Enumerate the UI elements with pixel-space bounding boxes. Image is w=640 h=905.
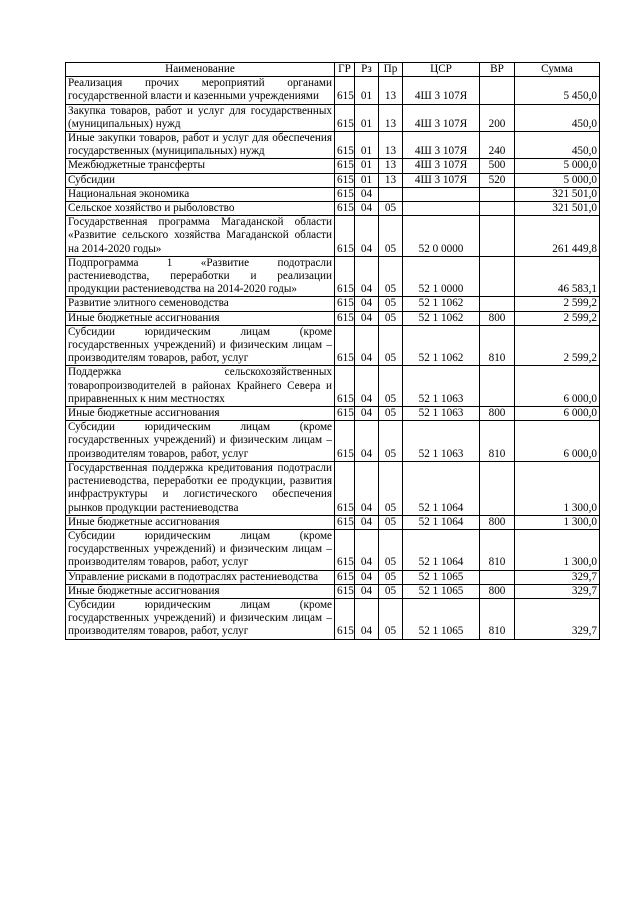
cell-name: Закупка товаров, работ и услуг для государственных (муниципальных) нужд [66,104,335,131]
cell-pr: 13 [379,132,403,159]
cell-vr [480,297,515,311]
cell-csr: 4Ш 3 107Я [403,104,480,131]
cell-sum: 329,7 [515,598,600,639]
cell-sum: 321 501,0 [515,187,600,201]
cell-gr: 615 [335,311,355,325]
cell-gr: 615 [335,297,355,311]
cell-sum: 2 599,2 [515,297,600,311]
table-body [66,77,600,639]
cell-sum: 329,7 [515,584,600,598]
cell-gr: 615 [335,515,355,529]
cell-rz: 01 [355,132,379,159]
table-row [66,529,600,570]
cell-sum: 2 599,2 [515,311,600,325]
table-row [66,515,600,529]
cell-gr: 615 [335,421,355,462]
cell-csr: 52 1 1063 [403,407,480,421]
table-row [66,570,600,584]
cell-pr: 05 [379,256,403,297]
cell-gr: 615 [335,77,355,104]
header-csr: ЦСР [403,63,480,77]
table-row [66,173,600,187]
cell-gr: 615 [335,407,355,421]
cell-name: Развитие элитного семеноводства [66,297,335,311]
cell-vr: 810 [480,529,515,570]
cell-pr: 05 [379,202,403,216]
cell-csr: 52 1 1065 [403,570,480,584]
cell-vr [480,570,515,584]
cell-pr: 13 [379,77,403,104]
cell-pr: 13 [379,159,403,173]
cell-rz: 04 [355,584,379,598]
cell-rz: 04 [355,366,379,407]
cell-rz: 04 [355,461,379,515]
cell-pr: 05 [379,598,403,639]
table-row [66,366,600,407]
cell-csr: 4Ш 3 107Я [403,173,480,187]
cell-name: Субсидии юридическим лицам (кроме государственных учреждений) и физическим лицам – производителям товаров, работ, услуг [66,421,335,462]
header-sum: Сумма [515,63,600,77]
cell-sum: 2 599,2 [515,325,600,366]
budget-table [65,62,600,640]
cell-pr: 05 [379,311,403,325]
cell-vr: 200 [480,104,515,131]
cell-pr: 05 [379,570,403,584]
cell-rz: 01 [355,77,379,104]
cell-csr: 52 1 1062 [403,297,480,311]
table-row [66,132,600,159]
cell-name: Субсидии [66,173,335,187]
cell-vr: 800 [480,407,515,421]
cell-gr: 615 [335,256,355,297]
cell-csr: 4Ш 3 107Я [403,77,480,104]
cell-vr: 240 [480,132,515,159]
cell-rz: 01 [355,104,379,131]
cell-name: Субсидии юридическим лицам (кроме государственных учреждений) и физическим лицам – производителям товаров, работ, услуг [66,529,335,570]
cell-vr: 800 [480,515,515,529]
cell-name: Иные бюджетные ассигнования [66,515,335,529]
table-row [66,461,600,515]
cell-rz: 04 [355,325,379,366]
cell-name: Сельское хозяйство и рыболовство [66,202,335,216]
cell-sum: 6 000,0 [515,407,600,421]
table-row [66,325,600,366]
table-row [66,104,600,131]
cell-name: Поддержка сельскохозяйственных товаропроизводителей в районах Крайнего Севера и приравненных к ним местностях [66,366,335,407]
cell-csr: 52 1 1065 [403,598,480,639]
cell-csr: 52 1 1064 [403,515,480,529]
cell-sum: 450,0 [515,104,600,131]
table-row [66,598,600,639]
table-row [66,256,600,297]
cell-gr: 615 [335,366,355,407]
table-row [66,159,600,173]
cell-vr [480,256,515,297]
cell-rz: 04 [355,529,379,570]
cell-gr: 615 [335,570,355,584]
cell-sum: 321 501,0 [515,202,600,216]
cell-csr: 52 1 1063 [403,421,480,462]
cell-pr: 13 [379,173,403,187]
cell-rz: 04 [355,515,379,529]
cell-pr: 05 [379,325,403,366]
cell-pr: 05 [379,461,403,515]
cell-rz: 04 [355,311,379,325]
table-row [66,202,600,216]
cell-gr: 615 [335,187,355,201]
table-row [66,407,600,421]
table-row [66,216,600,257]
cell-vr [480,187,515,201]
cell-rz: 04 [355,297,379,311]
cell-pr: 05 [379,366,403,407]
cell-sum: 46 583,1 [515,256,600,297]
cell-gr: 615 [335,598,355,639]
cell-vr [480,461,515,515]
cell-vr: 500 [480,159,515,173]
cell-gr: 615 [335,202,355,216]
cell-gr: 615 [335,216,355,257]
cell-csr: 52 1 1062 [403,325,480,366]
cell-vr: 800 [480,311,515,325]
cell-csr: 52 1 1063 [403,366,480,407]
cell-csr [403,187,480,201]
cell-pr: 05 [379,584,403,598]
cell-vr: 810 [480,598,515,639]
header-rz: Рз [355,63,379,77]
cell-csr: 4Ш 3 107Я [403,159,480,173]
cell-name: Субсидии юридическим лицам (кроме государственных учреждений) и физическим лицам – производителям товаров, работ, услуг [66,598,335,639]
cell-csr: 52 0 0000 [403,216,480,257]
cell-rz: 04 [355,256,379,297]
cell-sum: 450,0 [515,132,600,159]
cell-vr [480,366,515,407]
cell-csr: 52 1 1065 [403,584,480,598]
cell-vr: 810 [480,325,515,366]
cell-sum: 1 300,0 [515,529,600,570]
cell-csr: 52 1 1064 [403,529,480,570]
cell-name: Иные бюджетные ассигнования [66,311,335,325]
cell-gr: 615 [335,159,355,173]
cell-pr: 05 [379,297,403,311]
cell-gr: 615 [335,584,355,598]
cell-vr: 520 [480,173,515,187]
cell-vr: 800 [480,584,515,598]
cell-vr [480,77,515,104]
cell-name: Национальная экономика [66,187,335,201]
cell-gr: 615 [335,173,355,187]
cell-gr: 615 [335,104,355,131]
cell-gr: 615 [335,132,355,159]
document-page [65,62,599,640]
cell-vr: 810 [480,421,515,462]
table-row [66,187,600,201]
cell-name: Государственная поддержка кредитования подотрасли растениеводства, переработки ее продукции, развития инфраструктуры и логистического обеспечения рынков продукции растениеводства [66,461,335,515]
table-row [66,421,600,462]
cell-sum: 5 000,0 [515,173,600,187]
cell-rz: 04 [355,407,379,421]
cell-rz: 04 [355,187,379,201]
cell-gr: 615 [335,461,355,515]
cell-name: Подпрограмма 1 «Развитие подотрасли растениеводства, переработки и реализации продукции растениеводства на 2014-2020 годы» [66,256,335,297]
header-pr: Пр [379,63,403,77]
cell-gr: 615 [335,529,355,570]
cell-name: Иные закупки товаров, работ и услуг для обеспечения государственных (муниципальных) нужд [66,132,335,159]
cell-csr: 52 1 0000 [403,256,480,297]
table-row [66,584,600,598]
cell-sum: 6 000,0 [515,421,600,462]
cell-sum: 5 450,0 [515,77,600,104]
cell-rz: 04 [355,216,379,257]
cell-name: Субсидии юридическим лицам (кроме государственных учреждений) и физическим лицам – производителям товаров, работ, услуг [66,325,335,366]
cell-csr: 52 1 1064 [403,461,480,515]
cell-sum: 1 300,0 [515,461,600,515]
cell-csr: 52 1 1062 [403,311,480,325]
cell-sum: 5 000,0 [515,159,600,173]
cell-pr: 05 [379,529,403,570]
cell-gr: 615 [335,325,355,366]
cell-csr [403,202,480,216]
cell-name: Иные бюджетные ассигнования [66,584,335,598]
cell-pr: 13 [379,104,403,131]
cell-rz: 04 [355,570,379,584]
cell-name: Государственная программа Магаданской области «Развитие сельского хозяйства Магаданской области на 2014-2020 годы» [66,216,335,257]
cell-sum: 1 300,0 [515,515,600,529]
table-header-row [66,63,600,77]
cell-pr: 05 [379,407,403,421]
cell-vr [480,216,515,257]
cell-sum: 6 000,0 [515,366,600,407]
cell-sum: 329,7 [515,570,600,584]
table-row [66,77,600,104]
header-name: Наименование [66,63,335,77]
cell-pr [379,187,403,201]
cell-pr: 05 [379,515,403,529]
cell-rz: 04 [355,598,379,639]
cell-vr [480,202,515,216]
cell-name: Управление рисками в подотраслях растениеводства [66,570,335,584]
cell-pr: 05 [379,216,403,257]
cell-rz: 04 [355,421,379,462]
cell-pr: 05 [379,421,403,462]
cell-rz: 04 [355,202,379,216]
cell-name: Иные бюджетные ассигнования [66,407,335,421]
cell-sum: 261 449,8 [515,216,600,257]
cell-name: Реализация прочих мероприятий органами государственной власти и казенными учреждениями [66,77,335,104]
cell-name: Межбюджетные трансферты [66,159,335,173]
header-gr: ГР [335,63,355,77]
cell-rz: 01 [355,173,379,187]
table-row [66,311,600,325]
cell-csr: 4Ш 3 107Я [403,132,480,159]
table-row [66,297,600,311]
cell-rz: 01 [355,159,379,173]
header-vr: ВР [480,63,515,77]
